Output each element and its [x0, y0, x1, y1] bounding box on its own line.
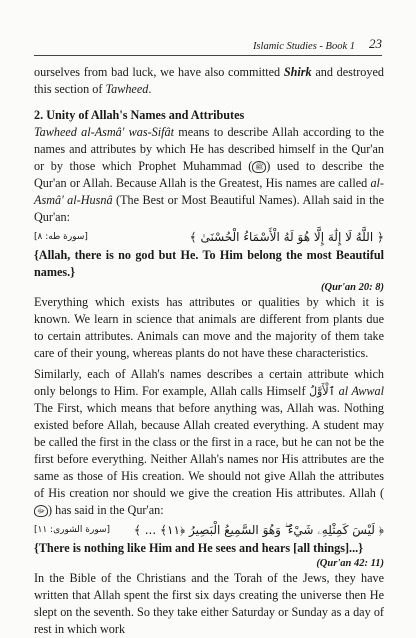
verse-reference-1: (Qur'an 20: 8) — [320, 282, 384, 293]
paragraph-text: ) used to describe the Qur'an or Allah. Because Allah is the Greatest, His names are called — [34, 159, 384, 190]
intro-paragraph — [34, 64, 384, 98]
glorified-icon: ﷻ — [34, 505, 48, 517]
verse-arabic-1 — [34, 228, 384, 246]
paragraph-bible-torah: In the Bible of the Christians and the Torah of the Jews, they have written that Allah spent the first six days creating the universe then He slept on the seventh. So they take either Saturday or Sunday as a day of rest in which work — [34, 571, 384, 636]
verse-ref-arabic: [سورة طه: ٨] — [34, 231, 88, 242]
page-header — [34, 26, 382, 56]
verse-arabic-text: ﴿ اللَّهُ لَا إِلَٰهَ إِلَّا هُوَ لَهُ الْأَسْمَاءُ الْحُسْنَىٰ ﴾ — [189, 229, 384, 244]
verse-arabic-text: ﴿ لَيْسَ كَمِثْلِهِۦ شَيْءٌ ۖ وَهُوَ السَّمِيعُ الْبَصِيرُ ﴿١١﴾ ... ﴾ — [133, 522, 384, 537]
verse-reference-2: (Qur'an 42: 11) — [316, 558, 384, 569]
paragraph-names — [34, 366, 384, 519]
intro-text: . — [148, 82, 152, 96]
term-al-awwal: al Awwal — [338, 384, 384, 398]
page-body — [34, 64, 384, 638]
verse-arabic-2 — [34, 521, 384, 539]
term-tawheed-asma: Tawheed al-Asmâ' was-Sifât — [34, 125, 175, 139]
verse-ref-arabic: [سورة الشورى: ١١] — [34, 524, 111, 535]
paragraph-definition — [34, 124, 384, 226]
page-number: 23 — [369, 36, 382, 51]
intro-text: and destroyed this section of — [34, 65, 385, 96]
paragraph-text: (The Best or Most Beautiful Names). Allah said in the Qur'an: — [34, 193, 384, 224]
verse-translation-2: {There is nothing like Him and He sees and hears [all things]...} — [34, 541, 363, 555]
term-asma-husna: al-Asmâ' al-Husnâ — [34, 176, 384, 207]
paragraph-attributes: Everything which exists has attributes or qualities by which it is known. We learn in science that animals are different from plants due to certain attributes. Animals can move and the majority of them take care of their young, whereas plants do not have these characteristics. — [34, 295, 384, 360]
paragraph-text: ) has said in the Qur'an: — [48, 503, 164, 517]
term-tawheed: Tawheed — [105, 82, 149, 96]
intro-text: ourselves from bad luck, we have also committed — [34, 65, 284, 79]
paragraph-text: means to describe Allah according to the names and attributes by which He has described himself in the Qur'an or by those which Prophet Muhammad ( — [34, 125, 384, 173]
paragraph-text: Similarly, each of Allah's names describes a certain attribute which only belongs to Him. For example, Allah calls Himself — [34, 367, 384, 398]
term-shirk: Shirk — [283, 65, 312, 79]
paragraph-text: The First, which means that before anything was, Allah was. Nothing existed before Allah, because Allah created everything. A student may be called the first in the class or the first in a race, but he can not be the first before everything. Neither Allah's names nor His attributes are the same as those of His creation. We should not give Allah the attributes of His creation nor should we give the creation His attributes. Allah ( — [34, 401, 384, 500]
book-title: Islamic Studies - Book 1 — [252, 41, 355, 52]
arabic-al-awwal: ٱلْأَوَّلُ — [309, 385, 336, 398]
verse-translation-1: {Allah, there is no god but He. To Him belong the most Beautiful names.} — [34, 248, 384, 279]
section-heading: 2. Unity of Allah's Names and Attributes — [34, 108, 245, 122]
pbuh-icon: ﷺ — [252, 161, 266, 173]
